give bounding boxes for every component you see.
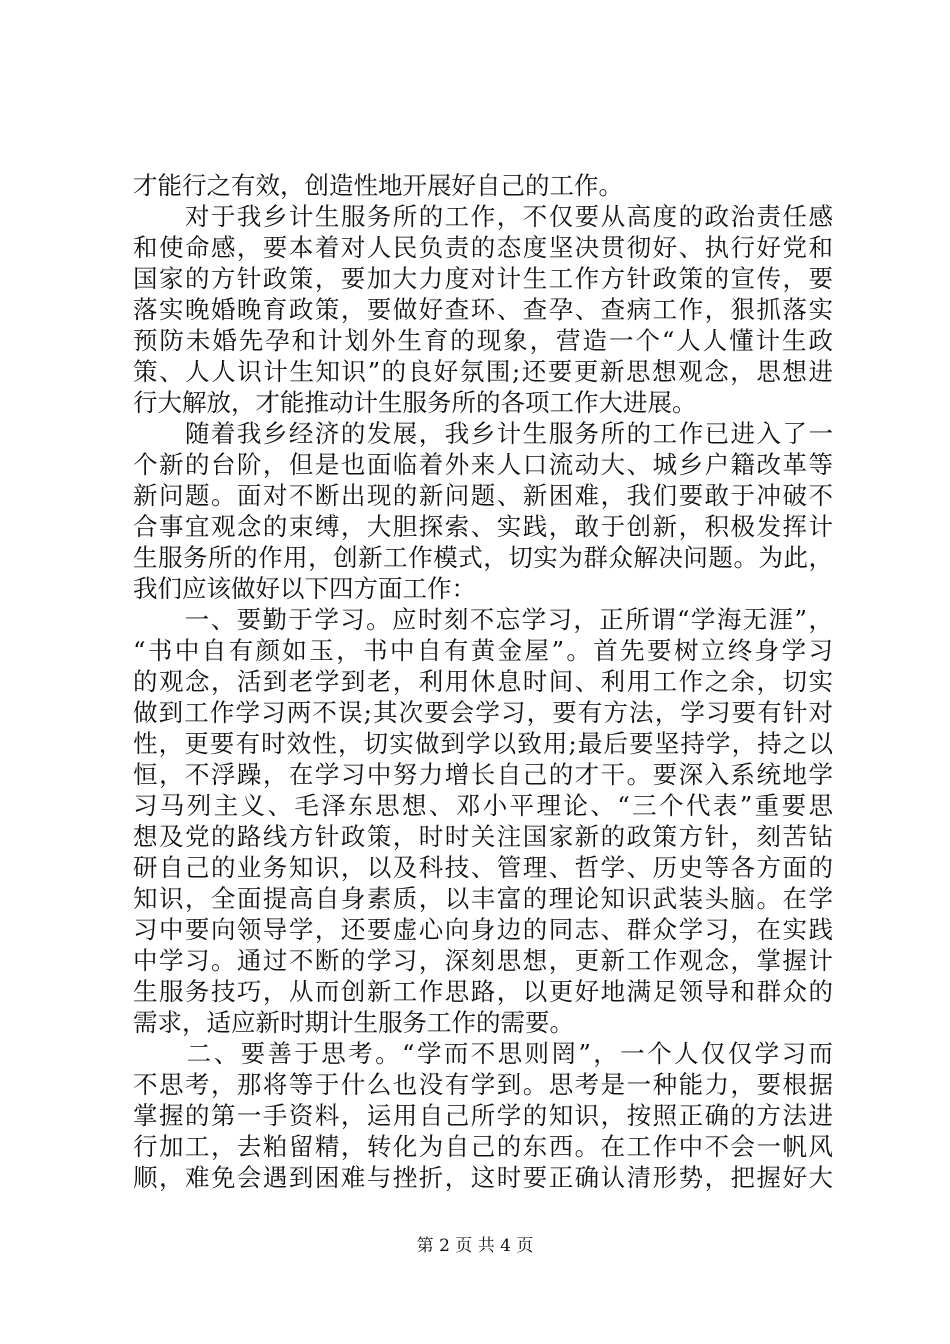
page-number-footer: 第 2 页 共 4 页 (416, 1236, 534, 1256)
text-line: 中学习。通过不断的学习，深刻思想，更新工作观念，掌握计 (133, 946, 833, 975)
text-line: 行加工，去粕留精，转化为自己的东西。在工作中不会一帆风 (133, 1132, 833, 1161)
text-line: 的观念，活到老学到老，利用休息时间、利用工作之余，切实 (133, 667, 833, 696)
text-line: 需求，适应新时期计生服务工作的需要。 (133, 1008, 574, 1037)
text-line: 做到工作学习两不误;其次要会学习，要有方法，学习要有针对 (133, 698, 833, 727)
text-line: 随着我乡经济的发展，我乡计生服务所的工作已进入了一 (133, 419, 833, 448)
text-line: 顺，难免会遇到困难与挫折，这时要正确认清形势，把握好大 (133, 1163, 833, 1192)
text-line: 想及党的路线方针政策，时时关注国家新的政策方针，刻苦钻 (133, 822, 833, 851)
text-line: 预防未婚先孕和计划外生育的现象，营造一个“人人懂计生政 (133, 326, 833, 355)
text-line: 研自己的业务知识，以及科技、管理、哲学、历史等各方面的 (133, 853, 833, 882)
text-line: 性，更要有时效性，切实做到学以致用;最后要坚持学，持之以 (133, 729, 833, 758)
text-line: 个新的台阶，但是也面临着外来人口流动大、城乡户籍改革等 (133, 450, 833, 479)
text-line: 生服务所的作用，创新工作模式，切实为群众解决问题。为此， (133, 543, 833, 572)
text-line: 新问题。面对不断出现的新问题、新困难，我们要敢于冲破不 (133, 481, 833, 510)
text-line: 对于我乡计生服务所的工作，不仅要从高度的政治责任感 (133, 202, 833, 231)
text-line: 二、要善于思考。“学而不思则罔”，一个人仅仅学习而 (133, 1039, 833, 1068)
text-line: 和使命感，要本着对人民负责的态度坚决贯彻好、执行好党和 (133, 233, 833, 262)
text-line: 知识，全面提高自身素质，以丰富的理论知识武装头脑。在学 (133, 884, 833, 913)
text-line: 一、要勤于学习。应时刻不忘学习，正所谓“学海无涯”， (133, 605, 833, 634)
text-line: 合事宜观念的束缚，大胆探索、实践，敢于创新，积极发挥计 (133, 512, 833, 541)
text-line: 掌握的第一手资料，运用自己所学的知识，按照正确的方法进 (133, 1101, 833, 1130)
text-line: 落实晚婚晚育政策，要做好查环、查孕、查病工作，狠抓落实 (133, 295, 833, 324)
text-line: 策、人人识计生知识”的良好氛围;还要更新思想观念，思想进 (133, 357, 833, 386)
document-body (133, 170, 833, 1193)
text-line: 才能行之有效，创造性地开展好自己的工作。 (133, 171, 623, 200)
text-line: 不思考，那将等于什么也没有学到。思考是一种能力，要根据 (133, 1070, 833, 1099)
text-line: 我们应该做好以下四方面工作： (133, 574, 476, 603)
text-line: “书中自有颜如玉，书中自有黄金屋”。首先要树立终身学习 (133, 636, 833, 665)
text-line: 国家的方针政策，要加大力度对计生工作方针政策的宣传，要 (133, 264, 833, 293)
text-line: 行大解放，才能推动计生服务所的各项工作大进展。 (133, 388, 697, 417)
text-line: 习中要向领导学，还要虚心向身边的同志、群众学习，在实践 (133, 915, 833, 944)
text-line: 生服务技巧，从而创新工作思路，以更好地满足领导和群众的 (133, 977, 833, 1006)
text-line: 恒，不浮躁，在学习中努力增长自己的才干。要深入系统地学 (133, 760, 833, 789)
text-line: 习马列主义、毛泽东思想、邓小平理论、“三个代表”重要思 (133, 791, 833, 820)
